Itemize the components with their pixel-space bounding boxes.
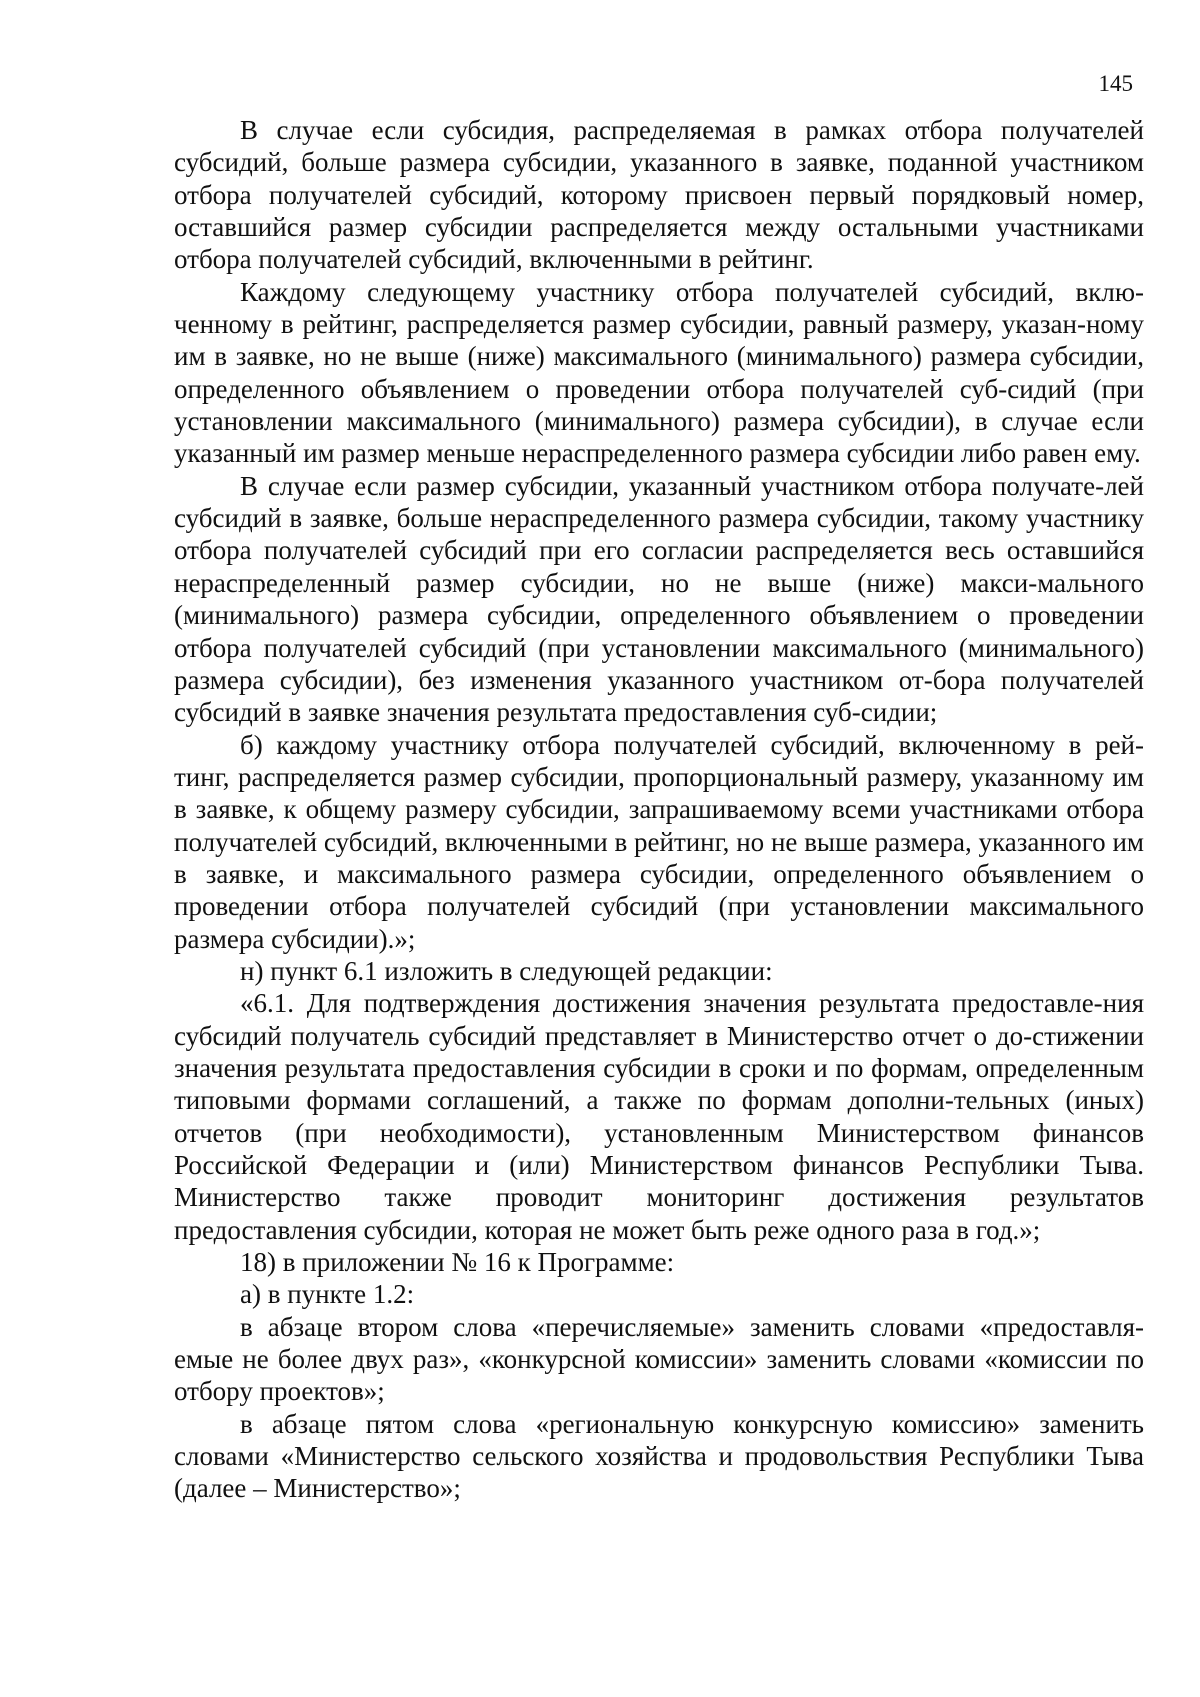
paragraph-fifth-subparagraph: в абзаце пятом слова «региональную конкурсную комиссию» заменить словами «Министерство сельского хозяйства и продовольствия Республики Тыва (далее – Министерство»; — [174, 1408, 1144, 1504]
paragraph-clause-6-1: «6.1. Для подтверждения достижения значения результата предоставле-ния субсидий получатель субсидий представляет в Министерство отчет о до-стижении значения результата предоставления субсидии в сроки и по формам, определенным типовыми формами соглашений, а также по формам дополни-тельных (иных) отчетов (при необходимости), установленным Министерством финансов Российской Федерации и (или) Министерством финансов Республики Тыва. Министерство также проводит мониторинг достижения результатов предоставления субсидии, которая не может быть реже одного раза в год.»; — [174, 988, 1144, 1245]
document-body — [174, 114, 1144, 1505]
paragraph-second-subparagraph: в абзаце втором слова «перечисляемые» заменить словами «предоставля-емые не более двух раз», «конкурсной комиссии» заменить словами «комиссии по отбору проектов»; — [174, 1311, 1144, 1407]
paragraph-item-b: б) каждому участнику отбора получателей субсидий, включенному в рей-тинг, распределяется размер субсидии, пропорциональный размеру, указанному им в заявке, к общему размеру субсидии, запрашиваемому всеми участниками отбора получателей субсидий, включенными в рейтинг, но не выше размера, указанного им в заявке, и максимального размера субсидии, определенного объявлением о проведении отбора получателей субсидий (при установлении максимального размера субсидии).»; — [174, 729, 1144, 954]
paragraph-item-18: 18) в приложении № 16 к Программе: — [240, 1247, 675, 1278]
paragraph-subsidy-remaining: В случае если субсидия, распределяемая в рамках отбора получателей субсидий, больше размера субсидии, указанного в заявке, поданной участником отбора получателей субсидий, которому присвоен первый порядковый номер, оставшийся размер субсидии распределяется между остальными участниками отбора получателей субсидий, включенными в рейтинг. — [174, 115, 1144, 275]
paragraph-exceeding-amount: В случае если размер субсидии, указанный участником отбора получате-лей субсидий в заявке, больше нераспределенного размера субсидии, такому участнику отбора получателей субсидий при его согласии распределяется весь оставшийся нераспределенный размер субсидии, но не выше (ниже) макси-мального (минимального) размера субсидии, определенного объявлением о проведении отбора получателей субсидий (при установлении максимального (минимального) размера субсидии), без изменения указанного участником от-бора получателей субсидий в заявке значения результата предоставления суб-сидии; — [174, 470, 1144, 728]
paragraph-next-participant: Каждому следующему участнику отбора получателей субсидий, вклю-ченному в рейтинг, распределяется размер субсидии, равный размеру, указан-ному им в заявке, но не выше (ниже) максимального (минимального) размера субсидии, определенного объявлением о проведении отбора получателей суб-сидий (при установлении максимального (минимального) размера субсидии), в случае если указанный им размер меньше нераспределенного размера субсидии либо равен ему. — [174, 276, 1144, 469]
paragraph-item-n: н) пункт 6.1 изложить в следующей редакции: — [240, 955, 773, 986]
paragraph-item-a: а) в пункте 1.2: — [240, 1279, 415, 1310]
page-number: 145 — [1098, 71, 1133, 96]
